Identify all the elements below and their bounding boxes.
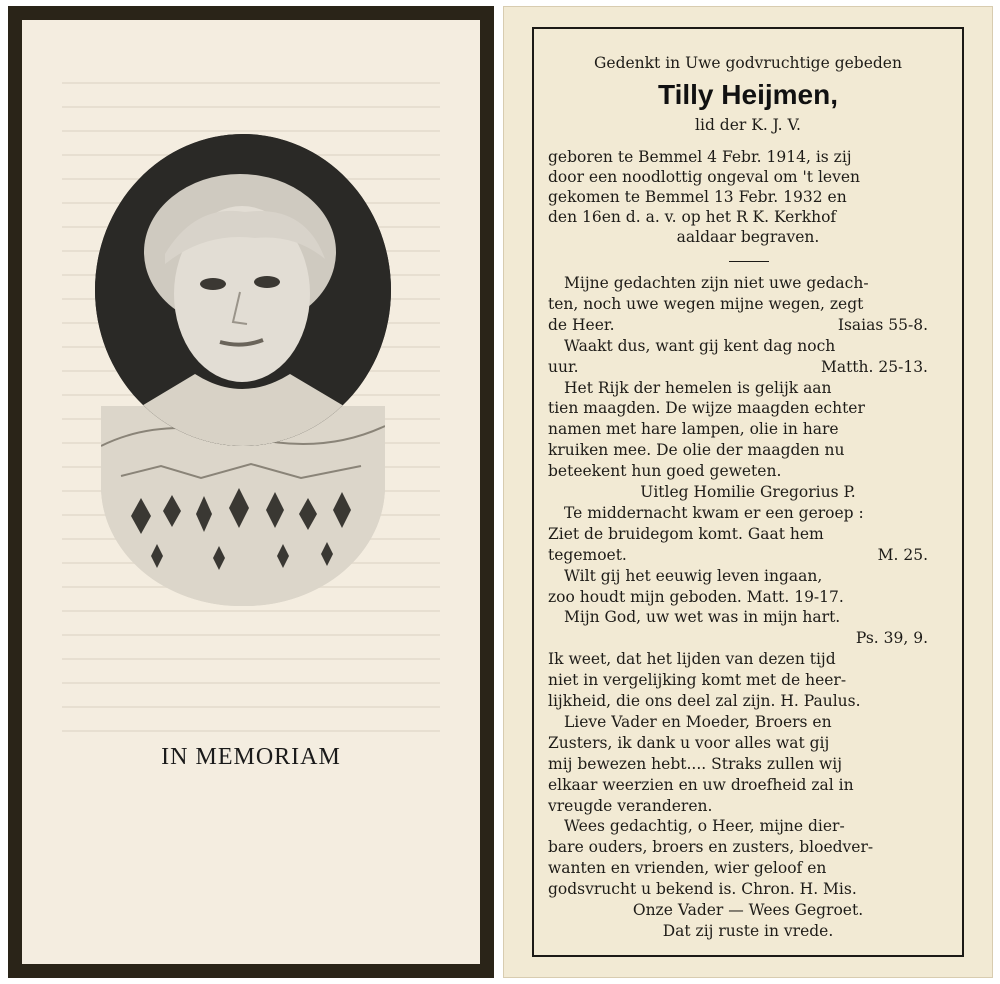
verse-text: Mijn God, uw wet was in mijn hart. [564,608,841,626]
verse-line [548,440,948,460]
verse-line [548,796,948,816]
verse-line [548,921,948,941]
verse-text: Waakt dus, want gij kent dag noch [564,337,836,355]
verse-line [548,712,948,732]
verse-text: lijkheid, die ons deel zal zijn. H. Paulus. [548,692,861,710]
verse-line [548,628,948,648]
verse-line [548,587,948,607]
verse-line [548,566,948,586]
verse-line [548,900,948,920]
verse-line [548,649,948,669]
verse-text: Ik weet, dat het lijden van dezen tijd [548,650,836,668]
verse-line [548,545,948,565]
verse-line [548,503,948,523]
verse-line [548,273,948,293]
verse-text: vreugde veranderen. [548,797,713,815]
verse-line [548,754,948,774]
verse-text: bare ouders, broers en zusters, bloedver- [548,838,874,856]
verse-line [548,357,948,377]
verse-line [548,378,948,398]
bio-line: geboren te Bemmel 4 Febr. 1914, is zij [548,148,852,166]
verse-line [548,879,948,899]
verse-text: zoo houdt mijn geboden. Matt. 19-17. [548,588,844,606]
verse-text: de Heer. [548,316,615,334]
deceased-name: Tilly Heijmen, [658,79,838,110]
verse-text: uur. [548,358,579,376]
verse-line [548,419,948,439]
bio-line: aaldaar begraven. [676,228,820,246]
verse-text: ten, noch uwe wegen mijne wegen, zegt [548,295,864,313]
verse-text: Dat zij ruste in vrede. [662,922,834,940]
verse-reference: Ps. 39, 9. [855,629,928,647]
verse-line [548,398,948,418]
verse-line [548,294,948,314]
verse-text: wanten en vrienden, wier geloof en [548,859,827,877]
verse-text: tegemoet. [548,546,627,564]
verse-reference: M. 25. [877,546,928,564]
intro-text: Gedenkt in Uwe godvruchtige gebeden [594,54,902,72]
verse-text: Zusters, ik dank u voor alles wat gij [548,734,830,752]
verse-text: kruiken mee. De olie der maagden nu [548,441,845,459]
separator-rule [729,261,769,262]
verse-text: tien maagden. De wijze maagden echter [548,399,865,417]
verse-text: Ziet de bruidegom komt. Gaat hem [548,525,824,543]
verse-line [548,336,948,356]
verse-text: godsvrucht u bekend is. Chron. H. Mis. [548,880,857,898]
verse-text: Mijne gedachten zijn niet uwe gedach- [564,274,869,292]
verse-line [548,775,948,795]
verse-line [548,670,948,690]
verse-line [548,482,948,502]
verse-text: niet in vergelijking komt met de heer- [548,671,847,689]
verse-reference: Matth. 25-13. [820,358,928,376]
verse-text: Uitleg Homilie Gregorius P. [640,483,856,501]
memorial-card-back [503,6,993,978]
verse-text: namen met hare lampen, olie in hare [548,420,839,438]
verse-line [548,733,948,753]
verse-text: Te middernacht kwam er een geroep : [564,504,864,522]
verse-reference: Isaias 55-8. [837,316,928,334]
memorial-card-front [8,6,494,978]
bio-line: gekomen te Bemmel 13 Febr. 1932 en [548,188,847,206]
verse-line [548,816,948,836]
in-memoriam-title: IN MEMORIAM [161,744,341,770]
verse-line [548,837,948,857]
verse-text: mij bewezen hebt.... Straks zullen wij [548,755,843,773]
verse-text: beteekent hun goed geweten. [548,462,782,480]
verse-text: Het Rijk der hemelen is gelijk aan [564,379,832,397]
bio-line: den 16en d. a. v. op het R K. Kerkhof [548,208,837,226]
verse-text: Lieve Vader en Moeder, Broers en [564,713,832,731]
verse-line [548,315,948,335]
verse-line [548,691,948,711]
portrait-photo [95,134,391,446]
verse-text: Wilt gij het eeuwig leven ingaan, [564,567,823,585]
bio-line: door een noodlottig ongeval om 't leven [548,168,861,186]
verse-line [548,858,948,878]
membership-text: lid der K. J. V. [695,116,801,134]
verse-text: Wees gedachtig, o Heer, mijne dier- [564,817,845,835]
verse-line [548,607,948,627]
verse-text: Onze Vader — Wees Gegroet. [632,901,864,919]
verse-text: elkaar weerzien en uw droefheid zal in [548,776,854,794]
verse-line [548,461,948,481]
verse-line [548,524,948,544]
